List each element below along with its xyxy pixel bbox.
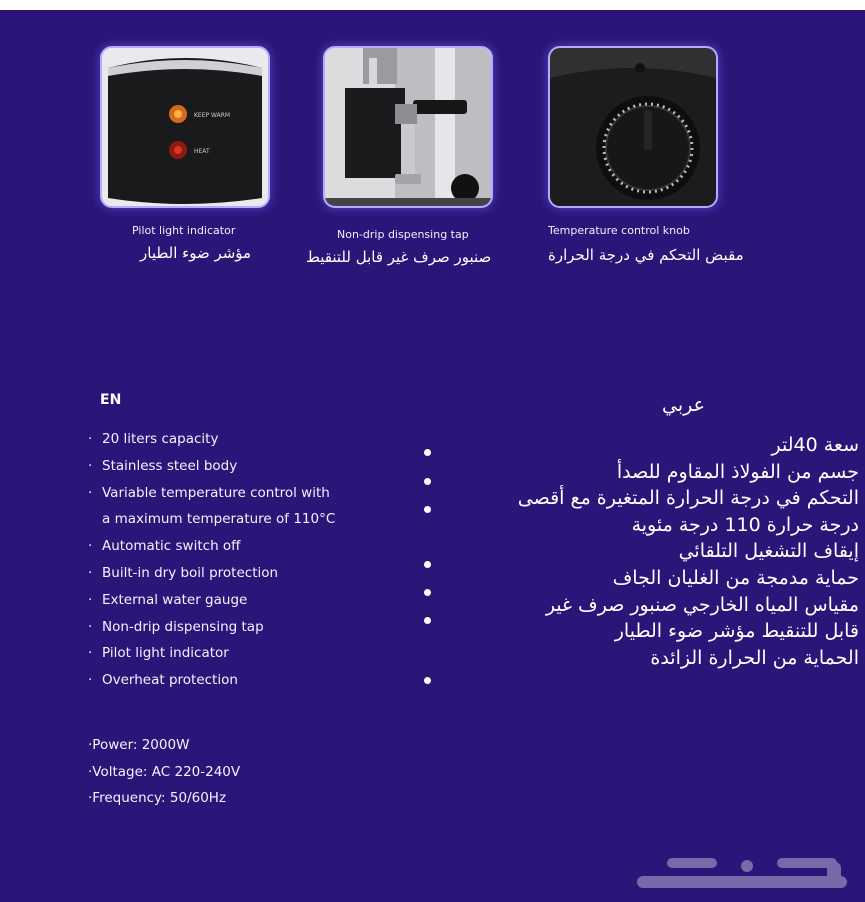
- pilot-light-caption-ar: مؤشر ضوء الطيار: [140, 244, 252, 262]
- bullet-dot: [424, 617, 431, 624]
- list-item: · Automatic switch off: [88, 538, 241, 555]
- knob-caption-ar: مقبض التحكم في درجة الحرارة: [548, 246, 744, 264]
- pilot-light-caption-en: Pilot light indicator: [132, 224, 236, 237]
- knob-caption-en: Temperature control knob: [548, 224, 690, 237]
- list-item: حماية مدمجة من الغليان الجاف: [612, 566, 859, 589]
- list-item: · External water gauge: [88, 591, 248, 608]
- bullet-dot: [424, 449, 431, 456]
- tap-caption-en: Non-drip dispensing tap: [337, 228, 469, 241]
- heat-label: HEAT: [194, 148, 210, 155]
- list-item: التحكم في درجة الحرارة المتغيرة مع أقصى: [517, 487, 859, 510]
- list-item: الحماية من الحرارة الزائدة: [650, 646, 859, 669]
- bullet-dot: [424, 589, 431, 596]
- bullet-dot: [424, 478, 431, 485]
- list-item: مقياس المياه الخارجي صنبور صرف غير: [545, 593, 859, 616]
- list-item: إيقاف التشغيل التلقائي: [678, 540, 859, 563]
- arabic-feature-list: [518, 432, 859, 671]
- bullet-dot: [424, 677, 431, 684]
- top-strip: [0, 0, 865, 10]
- list-item: درجة حرارة 110 درجة مئوية: [631, 513, 859, 536]
- pilot-light-illustration: [102, 48, 268, 206]
- list-item: · Stainless steel body: [88, 457, 238, 474]
- bullet-dot: [424, 561, 431, 568]
- list-item: قابل للتنقيط مؤشر ضوء الطيار: [614, 620, 859, 643]
- dispensing-tap-image: [323, 46, 493, 208]
- list-item: a maximum temperature of 110°C: [102, 511, 336, 528]
- keep-warm-label: KEEP WARM: [194, 112, 231, 119]
- list-item: · Overheat protection: [88, 672, 238, 689]
- arabic-heading: عربي: [662, 394, 705, 416]
- list-item: سعة 40لتر: [771, 434, 859, 456]
- knob-illustration: [550, 48, 716, 206]
- english-spec-list: [88, 732, 240, 812]
- haraj-watermark-logo: [627, 848, 857, 896]
- english-feature-list: [88, 426, 335, 694]
- list-item: · 20 liters capacity: [88, 431, 219, 447]
- list-item: · Variable temperature control with: [88, 484, 330, 501]
- list-item: · Non-drip dispensing tap: [88, 618, 264, 635]
- temperature-knob-image: [548, 46, 718, 208]
- pilot-light-image: [100, 46, 270, 208]
- bullet-dot: [424, 506, 431, 513]
- tap-illustration: [325, 48, 491, 206]
- list-item: · Pilot light indicator: [88, 645, 229, 662]
- list-item: ·Power: 2000W: [88, 737, 190, 753]
- tap-caption-ar: صنبور صرف غير قابل للتنقيط: [306, 248, 492, 266]
- list-item: ·Frequency: 50/60Hz: [88, 790, 227, 806]
- list-item: ·Voltage: AC 220-240V: [88, 763, 241, 780]
- list-item: · Built-in dry boil protection: [88, 564, 279, 581]
- english-heading: EN: [100, 392, 122, 408]
- list-item: جسم من الفولاذ المقاوم للصدأ: [616, 460, 859, 483]
